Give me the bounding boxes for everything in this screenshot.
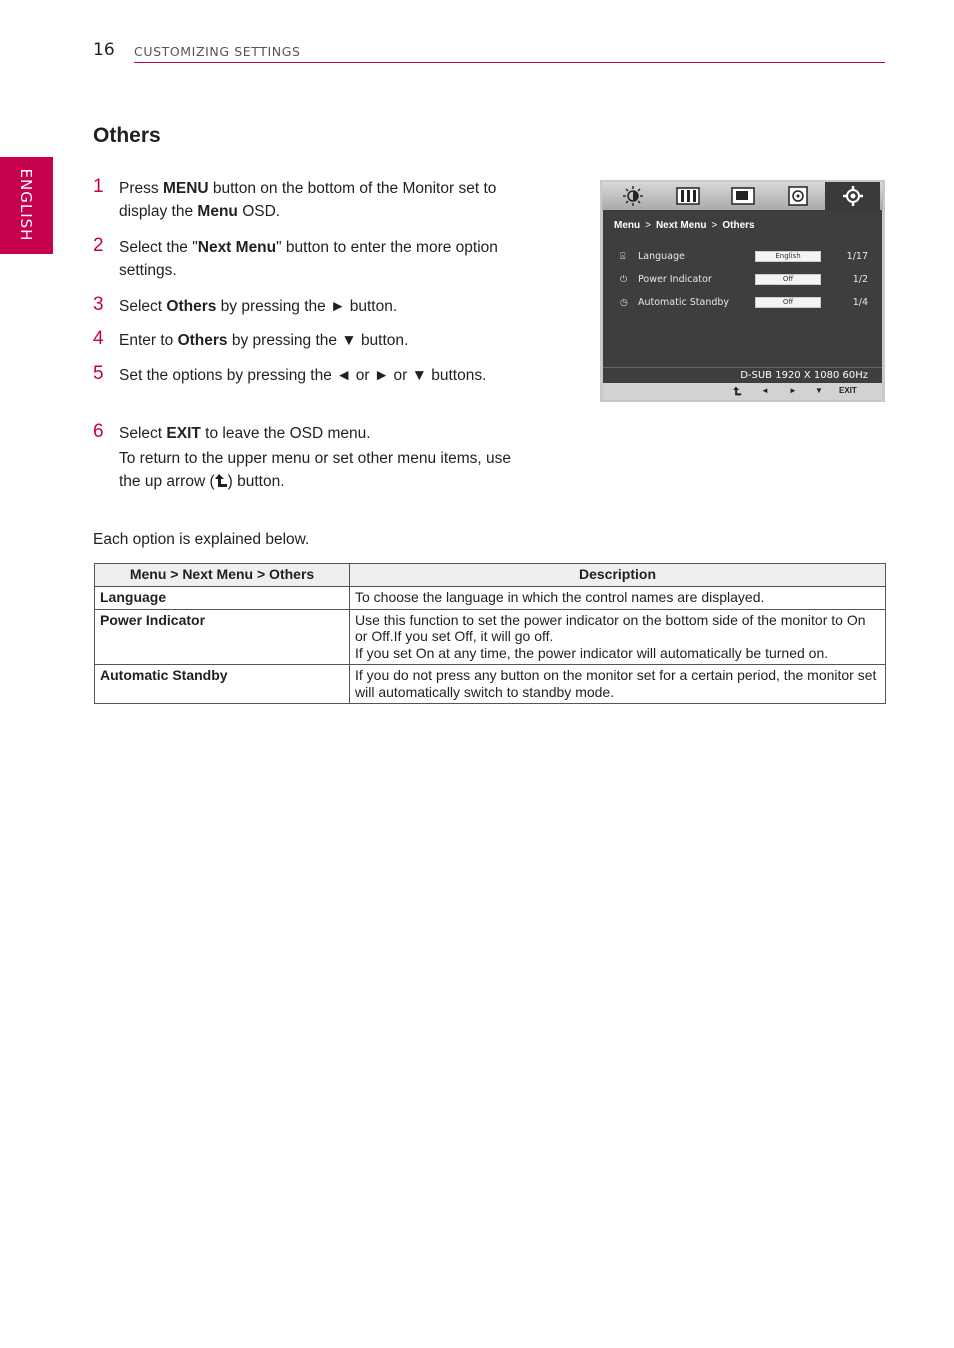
column-header: Description [350, 564, 886, 587]
step-fragment: Enter to [119, 332, 178, 349]
step-fragment: Select the " [119, 239, 198, 256]
step-emphasis: Others [166, 298, 217, 315]
option-description [350, 587, 886, 610]
table-row [95, 609, 886, 665]
step-fragment: Select [119, 425, 167, 442]
step-text [119, 296, 519, 319]
step-fragment: Select [119, 298, 167, 315]
up-arrow-icon [215, 473, 228, 488]
option-name: Language [95, 587, 350, 610]
step-number: 1 [93, 176, 104, 197]
step-fragment: Press [119, 180, 163, 197]
osd-divider [603, 367, 882, 368]
step-text [119, 237, 519, 282]
options-table [94, 563, 886, 704]
timer-icon: ◷ [620, 298, 628, 308]
table-header-row [95, 564, 886, 587]
header-rule [134, 62, 885, 63]
crumb-others: Others [722, 220, 755, 231]
osd-tab-brightness [605, 182, 660, 210]
osd-row-value: Off [755, 297, 821, 308]
step-emphasis: MENU [162, 180, 209, 197]
step-number: 4 [93, 328, 104, 349]
language-side-tab [0, 157, 53, 254]
intro-text: Each option is explained below. [93, 531, 310, 548]
osd-row-language [620, 251, 870, 265]
step-text [119, 330, 519, 353]
screen-icon [731, 187, 755, 205]
option-name: Automatic Standby [95, 665, 350, 704]
osd-row-fraction: 1/4 [852, 297, 868, 308]
osd-row-label: Automatic Standby [638, 297, 730, 308]
description-line: Use this function to set the power indicator on the bottom side of the monitor to On or Off.If you set Off, it will go off. [355, 611, 866, 644]
step-fragment: to leave the OSD menu. [200, 425, 371, 442]
osd-tab-screen [715, 182, 770, 210]
step-emphasis: EXIT [166, 425, 201, 442]
step-emphasis: Others [177, 332, 228, 349]
brightness-icon [622, 185, 644, 207]
crumb-next-menu: Next Menu [655, 220, 707, 231]
step-emphasis: Menu [197, 202, 238, 220]
step-fragment: by pressing the ▼ button. [227, 332, 409, 349]
option-description [350, 665, 886, 704]
osd-row-fraction: 1/2 [852, 274, 868, 285]
language-icon: ⍓ [620, 252, 626, 262]
osd-right-button: ► [789, 386, 797, 395]
osd-panel [603, 210, 882, 383]
step-number: 5 [93, 363, 104, 384]
osd-row-power-indicator [620, 274, 870, 288]
osd-row-fraction: 1/17 [846, 251, 868, 262]
column-header: Menu > Next Menu > Others [95, 564, 350, 587]
osd-exit-button: EXIT [839, 386, 857, 395]
step-number: 3 [93, 294, 104, 315]
gear-icon [842, 185, 864, 207]
step-emphasis: Next Menu [197, 239, 277, 256]
step-fragment: " button to enter the more option settings. [119, 239, 498, 279]
step-note-text [119, 448, 519, 493]
step-fragment: OSD. [237, 202, 281, 220]
step-text [119, 423, 519, 446]
description-line: If you set On at any time, the power indicator will automatically be turned on. [355, 644, 829, 661]
osd-tab-color [770, 182, 825, 210]
section-title: CUSTOMIZING SETTINGS [134, 44, 301, 59]
osd-row-label: Power Indicator [638, 274, 712, 285]
table-row [95, 587, 886, 610]
picture-bars-icon [676, 187, 700, 205]
table-row [95, 665, 886, 704]
page-title: Others [93, 124, 161, 147]
step-fragment: button on the bottom of the Monitor set to display the [119, 180, 497, 220]
osd-up-arrow-icon [733, 386, 742, 398]
description-line: If you do not press any button on the monitor set for a certain period, the monitor set will automatically switch to standby mode. [355, 667, 877, 700]
description-line: To choose the language in which the control names are displayed. [355, 589, 765, 605]
step-number: 2 [93, 235, 104, 256]
osd-left-button: ◄ [761, 386, 769, 395]
osd-tab-others [825, 182, 880, 210]
step-fragment: Set the options by pressing the ◄ or ► or ▼ buttons. [119, 367, 487, 384]
osd-row-value: English [755, 251, 821, 262]
color-disc-icon [788, 186, 808, 206]
osd-row-automatic-standby [620, 297, 870, 311]
osd-row-value: Off [755, 274, 821, 285]
note-text-after: ) button. [227, 472, 285, 490]
step-text [119, 178, 519, 223]
osd-button-bar [603, 383, 882, 400]
osd-tab-picture [660, 182, 715, 210]
note-text-before: To return to the upper menu or set other menu items, use the up arrow ( [119, 450, 512, 490]
osd-tab-bar [602, 182, 883, 210]
osd-down-button: ▼ [815, 386, 823, 395]
step-fragment: by pressing the ► button. [216, 298, 398, 315]
osd-breadcrumb: Menu > Next Menu > Others [614, 220, 755, 231]
crumb-menu: Menu [614, 220, 641, 231]
option-name: Power Indicator [95, 609, 350, 665]
step-text [119, 365, 519, 388]
side-tab-label: ENGLISH [17, 168, 35, 242]
osd-resolution: D-SUB 1920 X 1080 60Hz [740, 370, 868, 381]
osd-screenshot [600, 180, 885, 402]
power-icon: ⏻ [620, 275, 628, 285]
osd-row-label: Language [638, 251, 685, 262]
option-description [350, 609, 886, 665]
page-number: 16 [93, 40, 115, 60]
step-number: 6 [93, 421, 104, 442]
